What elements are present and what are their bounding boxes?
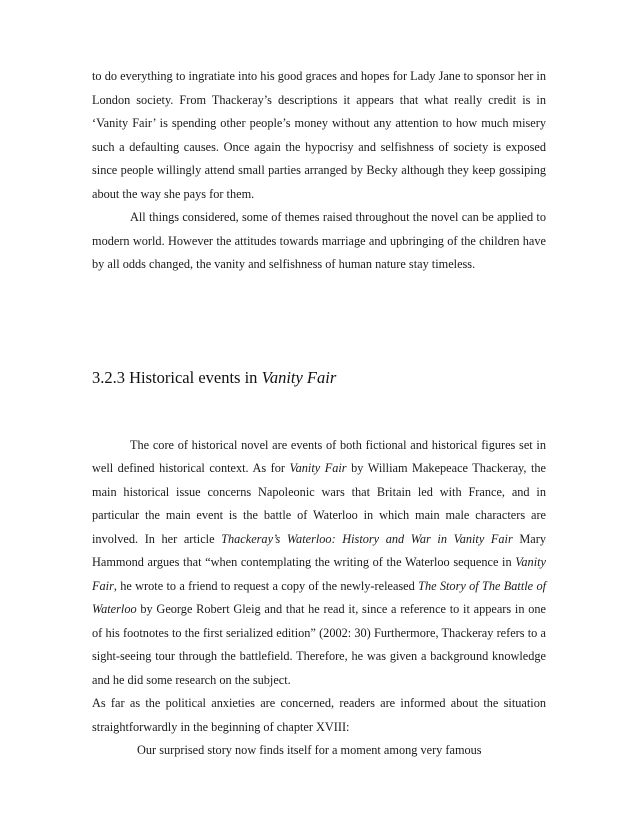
p3-italic-2: Thackeray’s Waterloo: History and War in Vanity Fair xyxy=(221,531,513,546)
p3-italic-4: The Story of The Battle of Waterloo xyxy=(92,578,547,616)
paragraph-1: to do everything to ingratiate into his good graces and hopes for Lady Jane to sponsor her in London society. From Thackeray’s descriptions it appears that what really credit is in ‘Vanity Fair’ is spending other people’s money without any attention to how much misery such a defaulting causes. Once again the hypocrisy and selfishness of society is exposed since people willingly attend small parties arranged by Becky although they keep gossiping about the way she pays for them. xyxy=(92,69,546,201)
section-heading xyxy=(92,367,546,389)
p3-text-3: Mary Hammond argues that “when contemplating the writing of the Waterloo sequence in xyxy=(92,531,546,569)
paragraph-2: All things considered, some of themes raised throughout the novel can be applied to modern world. However the attitudes towards marriage and upbringing of the children have by all odds changed, the vanity and selfishness of human nature stay timeless. xyxy=(92,210,546,271)
paragraph-3 xyxy=(92,434,546,693)
p3-text-5: by George Robert Gleig and that he read it, since a reference to it appears in one of his footnotes to the first serialized edition” (2002: 30) Furthermore, Thackeray refers to a sight-seeing tour through the battlefield. Therefore, he was given a background knowledge and he did some research on the subject. xyxy=(92,602,546,687)
heading-spacer xyxy=(92,389,546,434)
section-heading-prefix: 3.2.3 Historical events in xyxy=(92,367,262,387)
block-quote: Our surprised story now finds itself for a moment among very famous xyxy=(137,743,482,757)
p3-italic-1: Vanity Fair xyxy=(289,461,347,475)
paragraph-4: As far as the political anxieties are concerned, readers are informed about the situation straightforwardly in the beginning of chapter XVIII: xyxy=(92,696,546,734)
document-page xyxy=(92,65,546,762)
p3-italic-3: Vanity Fair xyxy=(92,555,546,593)
p3-text-1: The core of historical novel are events of both fictional and historical figures set in well defined historical context. As for xyxy=(92,437,546,475)
section-spacer xyxy=(92,277,546,367)
p3-text-2: by William Makepeace Thackeray, the main historical issue concerns Napoleonic wars that Britain led with France, and in particular the main event is the battle of Waterloo in which main male characters are involved. In her article xyxy=(92,461,546,546)
section-heading-italic: Vanity Fair xyxy=(261,367,337,387)
p3-text-4: , he wrote to a friend to request a copy of the newly-released xyxy=(113,578,419,593)
